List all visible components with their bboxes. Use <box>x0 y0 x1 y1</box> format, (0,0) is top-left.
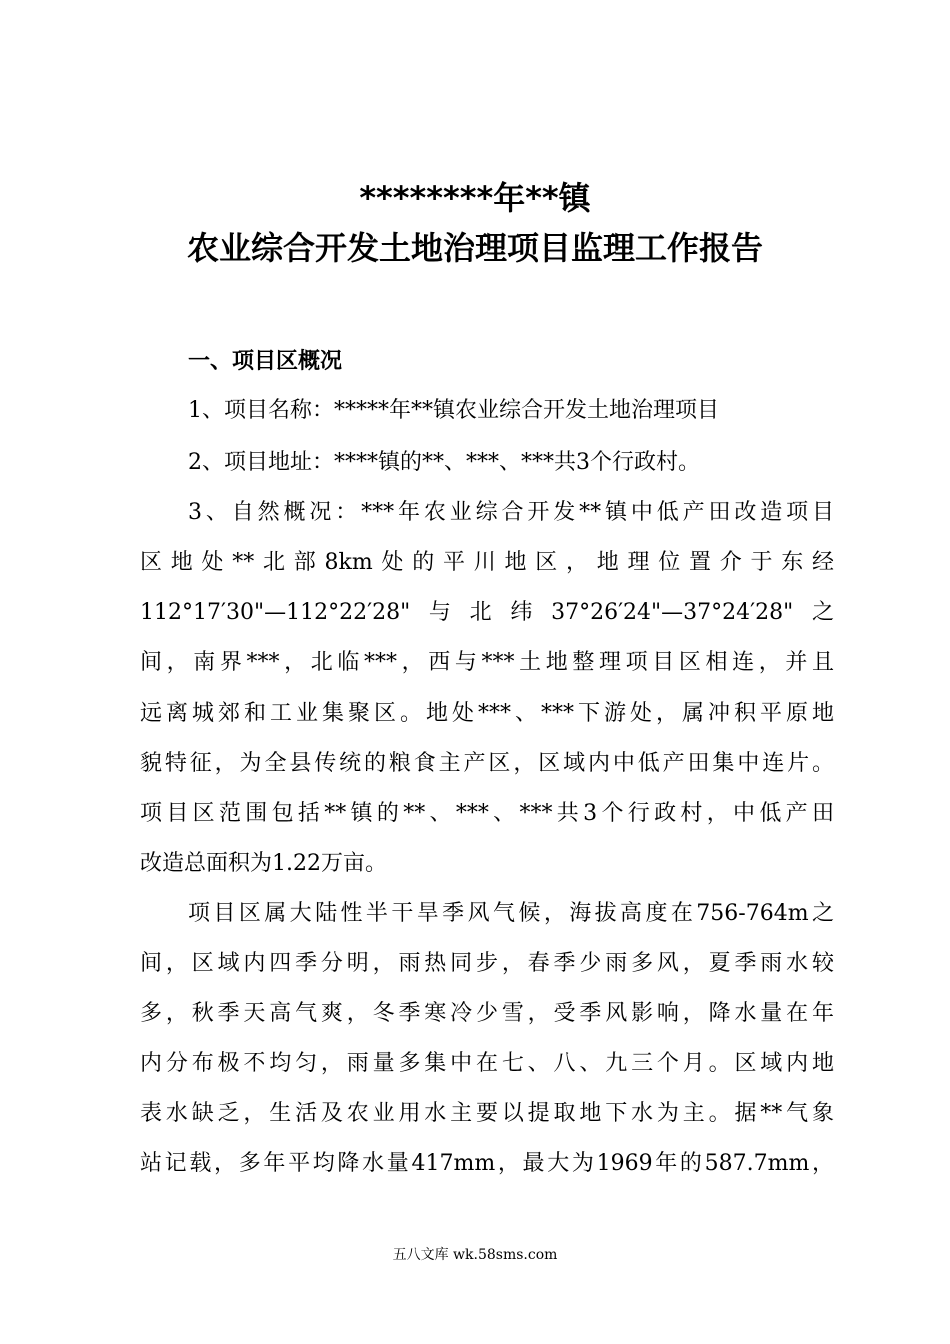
paragraph-line: 项目区范围包括**镇的**、***、***共3个行政村，中低产田 <box>140 801 834 826</box>
paragraph-line: 貌特征，为全县传统的粮食主产区，区域内中低产田集中连片。 <box>140 751 834 776</box>
document-title-line-1: ********年**镇 <box>359 179 591 217</box>
paragraph-line: 间，区域内四季分明，雨热同步，春季少雨多风，夏季雨水较 <box>140 951 834 976</box>
document-title-line-2: 农业综合开发土地治理项目监理工作报告 <box>186 229 763 267</box>
paragraph-line: 表水缺乏，生活及农业用水主要以提取地下水为主。据**气象 <box>140 1101 834 1126</box>
paragraph-line: 站记载，多年平均降水量417mm，最大为1969年的587.7mm， <box>140 1151 834 1176</box>
paragraph-line: 1、项目名称：*****年**镇农业综合开发土地治理项目 <box>188 398 719 423</box>
paragraph-line: 2、项目地址：****镇的**、***、***共3个行政村。 <box>188 450 700 475</box>
paragraph-line: 间，南界***，北临***，西与***土地整理项目区相连，并且 <box>140 650 834 675</box>
paragraph-line: 改造总面积为1.22万亩。 <box>140 851 387 876</box>
footer-watermark-text: 五八文库 wk.58sms.com <box>392 1247 558 1263</box>
paragraph-line: 多，秋季天高气爽，冬季寒冷少雪，受季风影响，降水量在年 <box>140 1001 834 1026</box>
paragraph-line: 内分布极不均匀，雨量多集中在七、八、九三个月。区域内地 <box>140 1051 834 1076</box>
paragraph-line: 112°17′30"—112°22′28"与北纬37°26′24"—37°24′28"之 <box>140 600 834 625</box>
paragraph-line: 3、自然概况：***年农业综合开发**镇中低产田改造项目 <box>188 500 834 525</box>
section-heading: 一、项目区概况 <box>188 349 343 374</box>
paragraph-line: 区地处**北部8km处的平川地区，地理位置介于东经 <box>140 550 834 575</box>
paragraph-line: 远离城郊和工业集聚区。地处***、***下游处，属冲积平原地 <box>140 701 834 726</box>
paragraph-line: 项目区属大陆性半干旱季风气候，海拔高度在756-764m之 <box>188 901 834 926</box>
